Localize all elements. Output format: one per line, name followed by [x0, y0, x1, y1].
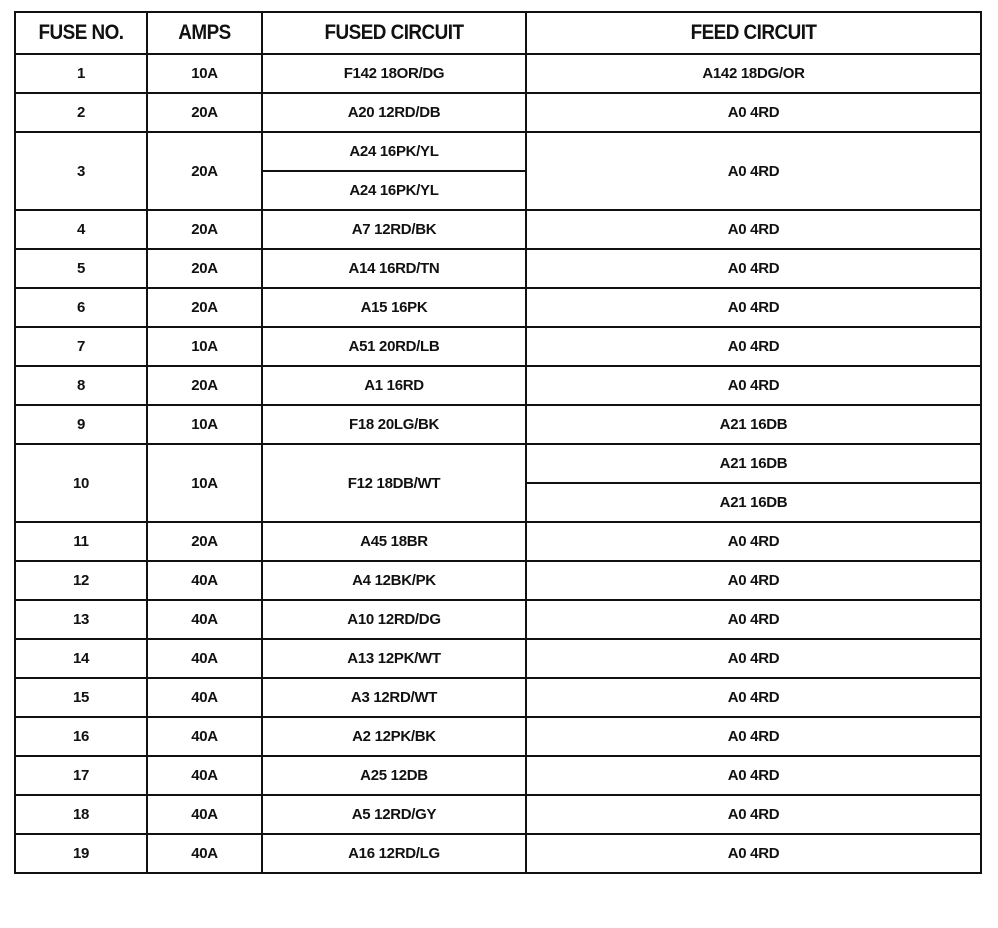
fused-circuit-cell: A25 12DB — [262, 756, 526, 795]
feed-circuit-cell: A0 4RD — [526, 210, 981, 249]
amps-cell: 10A — [147, 444, 262, 522]
table-row — [15, 834, 981, 873]
amps-cell: 40A — [147, 795, 262, 834]
fused-circuit-cell: A1 16RD — [262, 366, 526, 405]
table-row — [15, 639, 981, 678]
fuse-number-cell: 18 — [15, 795, 147, 834]
amps-cell: 20A — [147, 93, 262, 132]
header-fused-circuit: FUSED CIRCUIT — [275, 12, 513, 54]
feed-circuit-cell: A0 4RD — [526, 522, 981, 561]
amps-cell: 20A — [147, 249, 262, 288]
table-row — [15, 717, 981, 756]
fused-circuit-cell: A24 16PK/YL — [262, 132, 526, 171]
fuse-number-cell: 1 — [15, 54, 147, 93]
fuse-number-cell: 3 — [15, 132, 147, 210]
feed-circuit-cell: A21 16DB — [526, 405, 981, 444]
fuse-number-cell: 8 — [15, 366, 147, 405]
table-row — [15, 132, 981, 171]
fuse-number-cell: 2 — [15, 93, 147, 132]
feed-circuit-cell: A0 4RD — [526, 93, 981, 132]
feed-circuit-cell: A142 18DG/OR — [526, 54, 981, 93]
amps-cell: 20A — [147, 366, 262, 405]
fused-circuit-cell: A10 12RD/DG — [262, 600, 526, 639]
table-row — [15, 366, 981, 405]
header-feed-circuit: FEED CIRCUIT — [549, 12, 959, 54]
fuse-number-cell: 12 — [15, 561, 147, 600]
table-row — [15, 210, 981, 249]
fused-circuit-cell: A16 12RD/LG — [262, 834, 526, 873]
fused-circuit-cell: A45 18BR — [262, 522, 526, 561]
table-row — [15, 522, 981, 561]
fused-circuit-cell: A24 16PK/YL — [262, 171, 526, 210]
fused-circuit-cell: A51 20RD/LB — [262, 327, 526, 366]
amps-cell: 10A — [147, 327, 262, 366]
fuse-number-cell: 6 — [15, 288, 147, 327]
feed-circuit-cell: A0 4RD — [526, 717, 981, 756]
fuse-number-cell: 4 — [15, 210, 147, 249]
header-fuse-no: FUSE NO. — [22, 12, 141, 54]
feed-circuit-cell: A0 4RD — [526, 834, 981, 873]
feed-circuit-cell: A0 4RD — [526, 561, 981, 600]
feed-circuit-cell: A0 4RD — [526, 132, 981, 210]
table-row — [15, 93, 981, 132]
fuse-number-cell: 13 — [15, 600, 147, 639]
fused-circuit-cell: A4 12BK/PK — [262, 561, 526, 600]
table-row — [15, 444, 981, 483]
fuse-number-cell: 14 — [15, 639, 147, 678]
table-row — [15, 600, 981, 639]
amps-cell: 40A — [147, 717, 262, 756]
amps-cell: 20A — [147, 288, 262, 327]
table-row — [15, 756, 981, 795]
amps-cell: 20A — [147, 522, 262, 561]
fused-circuit-cell: A20 12RD/DB — [262, 93, 526, 132]
fuse-number-cell: 11 — [15, 522, 147, 561]
feed-circuit-cell: A0 4RD — [526, 756, 981, 795]
fuse-table-header — [15, 12, 981, 54]
amps-cell: 10A — [147, 405, 262, 444]
table-row — [15, 327, 981, 366]
fused-circuit-cell: A13 12PK/WT — [262, 639, 526, 678]
amps-cell: 40A — [147, 834, 262, 873]
feed-circuit-cell: A0 4RD — [526, 678, 981, 717]
header-amps: AMPS — [153, 12, 257, 54]
fused-circuit-cell: F142 18OR/DG — [262, 54, 526, 93]
fuse-number-cell: 16 — [15, 717, 147, 756]
fused-circuit-cell: A14 16RD/TN — [262, 249, 526, 288]
feed-circuit-cell: A0 4RD — [526, 288, 981, 327]
feed-circuit-cell: A21 16DB — [526, 483, 981, 522]
fuse-number-cell: 5 — [15, 249, 147, 288]
fused-circuit-cell: F18 20LG/BK — [262, 405, 526, 444]
fused-circuit-cell: A2 12PK/BK — [262, 717, 526, 756]
amps-cell: 20A — [147, 210, 262, 249]
feed-circuit-cell: A0 4RD — [526, 327, 981, 366]
feed-circuit-cell: A0 4RD — [526, 639, 981, 678]
fused-circuit-cell: A5 12RD/GY — [262, 795, 526, 834]
table-row — [15, 795, 981, 834]
amps-cell: 40A — [147, 678, 262, 717]
table-row — [15, 54, 981, 93]
fuse-number-cell: 10 — [15, 444, 147, 522]
table-row — [15, 288, 981, 327]
header-row — [15, 12, 981, 54]
fuse-table — [14, 11, 982, 874]
fused-circuit-cell: F12 18DB/WT — [262, 444, 526, 522]
amps-cell: 40A — [147, 639, 262, 678]
fuse-number-cell: 7 — [15, 327, 147, 366]
table-row — [15, 678, 981, 717]
feed-circuit-cell: A0 4RD — [526, 366, 981, 405]
feed-circuit-cell: A21 16DB — [526, 444, 981, 483]
amps-cell: 40A — [147, 561, 262, 600]
fused-circuit-cell: A3 12RD/WT — [262, 678, 526, 717]
feed-circuit-cell: A0 4RD — [526, 600, 981, 639]
table-row — [15, 561, 981, 600]
feed-circuit-cell: A0 4RD — [526, 249, 981, 288]
fuse-number-cell: 17 — [15, 756, 147, 795]
feed-circuit-cell: A0 4RD — [526, 795, 981, 834]
amps-cell: 40A — [147, 600, 262, 639]
amps-cell: 20A — [147, 132, 262, 210]
amps-cell: 40A — [147, 756, 262, 795]
amps-cell: 10A — [147, 54, 262, 93]
fuse-number-cell: 19 — [15, 834, 147, 873]
table-row — [15, 249, 981, 288]
fuse-number-cell: 15 — [15, 678, 147, 717]
fuse-number-cell: 9 — [15, 405, 147, 444]
table-row — [15, 405, 981, 444]
fuse-table-body — [15, 54, 981, 873]
fused-circuit-cell: A15 16PK — [262, 288, 526, 327]
fused-circuit-cell: A7 12RD/BK — [262, 210, 526, 249]
